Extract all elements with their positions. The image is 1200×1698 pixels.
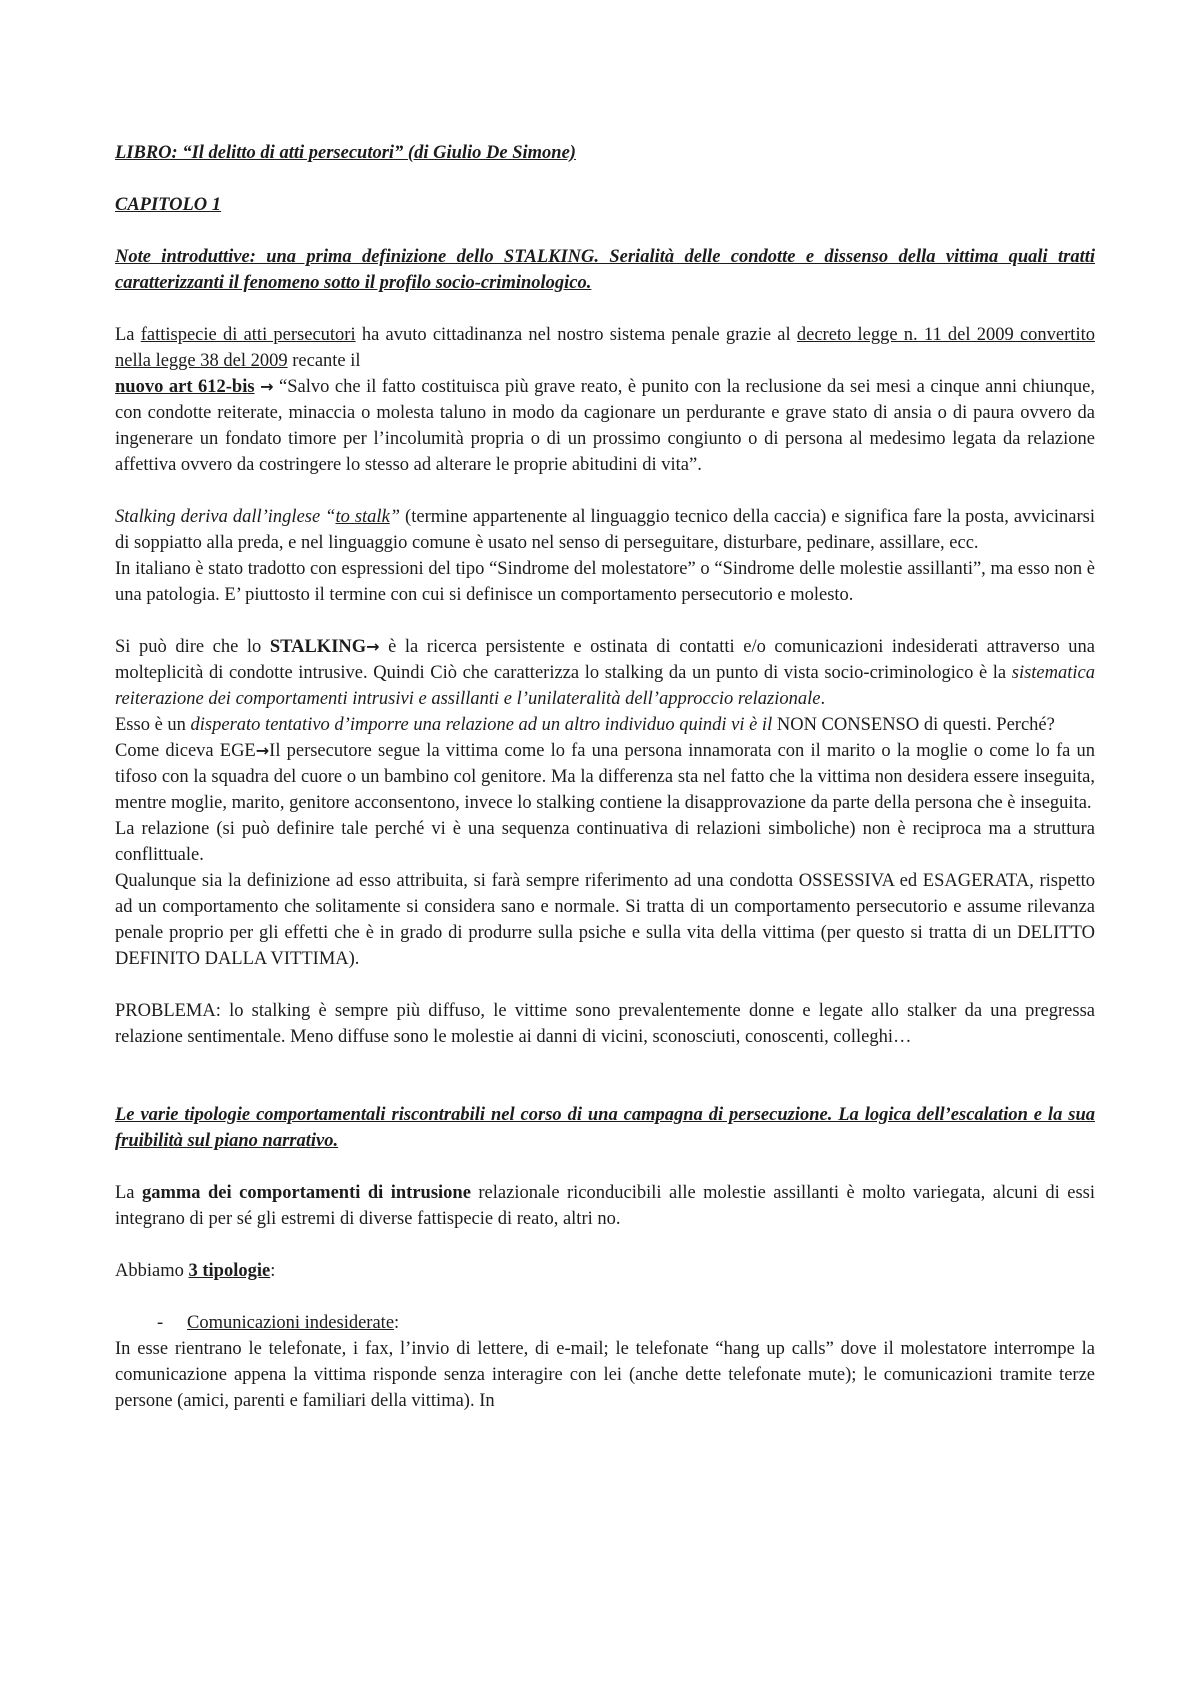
text-run: Il persecutore segue la vittima come lo fa una persona innamorata con il marito o la moglie o come lo fa un tifoso con la squadra del cuore o un bambino col genitore. Ma la differenza sta nel fatto che la vittima non desidera essere inseguita, mentre moglie, marito, genitore acconsentono, invece lo stalking contiene la disapprovazione da parte della persona che è inseguita. bbox=[115, 741, 1095, 813]
paragraph-non-consent bbox=[115, 712, 1095, 738]
text-run: Abbiamo bbox=[115, 1261, 189, 1281]
list-item-unwanted-communications bbox=[115, 1310, 1095, 1336]
right-arrow-icon: → bbox=[255, 741, 270, 760]
text-run: (termine appartenente al linguaggio tecnico della caccia) e significa fare la posta, avvicinarsi di soppiatto alla preda, e nel linguaggio comune è usato nel senso di perseguitare, disturbare, pedinare, assillare, ecc. bbox=[115, 507, 1095, 553]
section-heading-typologies-text: Le varie tipologie comportamentali riscontrabili nel corso di una campagna di persecuzione. La logica dell’escalation e la sua fruibilità sul piano narrativo. bbox=[115, 1105, 1095, 1151]
paragraph-obsessive-conduct: Qualunque sia la definizione ad esso attribuita, si farà sempre riferimento ad una condotta OSSESSIVA ed ESAGERATA, rispetto ad un comportamento che solitamente si considera sano e normale. Si tratta di un comportamento persecutorio e assume rilevanza penale proprio per gli effetti che è in grado di produrre sulla psiche e sulla vita della vittima (per questo si tratta di un DELITTO DEFINITO DALLA VITTIMA). bbox=[115, 871, 1095, 969]
text-run: NON CONSENSO di questi. Perché? bbox=[772, 715, 1055, 735]
paragraph-three-types bbox=[115, 1258, 1095, 1284]
text-run: Esso è un bbox=[115, 715, 191, 735]
paragraph-ege bbox=[115, 738, 1095, 816]
paragraph-intrusion-range bbox=[115, 1180, 1095, 1232]
text-run: è la ricerca persistente e ostinata di contatti e/o comunicazioni indesiderati attraverso una molteplicità di condotte intrusive. Quindi Ciò che caratterizza lo stalking da un punto di vista socio-criminologico è la bbox=[115, 637, 1095, 683]
right-arrow-icon: → bbox=[366, 637, 380, 656]
paragraph-relation: La relazione (si può definire tale perché vi è una sequenza continuativa di relazioni simboliche) non è reciproca ma a struttura conflittuale. bbox=[115, 819, 1095, 865]
bold-underlined-term: 3 tipologie bbox=[188, 1261, 271, 1281]
chapter-title bbox=[115, 192, 1095, 218]
italic-underlined-term: to stalk bbox=[335, 507, 390, 527]
paragraph-legal-basis bbox=[115, 322, 1095, 478]
paragraph-translation: In italiano è stato tradotto con espressioni del tipo “Sindrome del molestatore” o “Sindrome delle molestie assillanti”, ma esso non è una patologia. E’ piuttosto il termine con cui si definisce un comportamento persecutorio e molesto. bbox=[115, 559, 1095, 605]
paragraph-communications-detail: In esse rientrano le telefonate, i fax, l’invio di lettere, di e-mail; le telefonate “hang up calls” dove il molestatore interrompe la comunicazione appena la vittima risponde senza interagire con lei (anche dette telefonate mute); le comunicazioni tramite terze persone (amici, parenti e familiari della vittima). In bbox=[115, 1339, 1095, 1411]
article-reference: nuovo art 612-bis bbox=[115, 377, 255, 397]
document-page bbox=[115, 140, 1095, 1414]
text-run: La bbox=[115, 325, 141, 345]
book-title-text: LIBRO: “Il delitto di atti persecutori” (di Giulio De Simone) bbox=[115, 143, 576, 163]
chapter-title-text: CAPITOLO 1 bbox=[115, 195, 222, 215]
paragraph-problem: PROBLEMA: lo stalking è sempre più diffuso, le vittime sono prevalentemente donne e legate allo stalker da una pregressa relazione sentimentale. Meno diffuse sono le molestie ai danni di vicini, sconosciuti, conoscenti, colleghi… bbox=[115, 1001, 1095, 1047]
text-run: : bbox=[270, 1261, 276, 1281]
text-run: recante il bbox=[287, 351, 361, 371]
text-run: Come diceva EGE bbox=[115, 741, 256, 761]
section-heading-typologies bbox=[115, 1102, 1095, 1154]
list-item-label: Comunicazioni indesiderate bbox=[187, 1313, 395, 1333]
text-run: : bbox=[394, 1313, 400, 1333]
underlined-term: fattispecie di atti persecutori bbox=[140, 325, 356, 345]
bold-term: gamma dei comportamenti di intrusione bbox=[141, 1183, 471, 1203]
book-title bbox=[115, 140, 1095, 166]
article-quote: “Salvo che il fatto costituisca più grave reato, è punito con la reclusione da sei mesi a cinque anni chiunque, con condotte reiterate, minaccia o molesta taluno in modo da cagionare un perdurante e grave stato di ansia o di paura ovvero da ingenerare un fondato timore per l’incolumità propria o di un prossimo congiunto o di persona al medesimo legata da relazione affettiva ovvero da costringere lo stesso ad alterare le proprie abitudini di vita”. bbox=[115, 377, 1095, 475]
italic-run: sistematica reiterazione dei comportamenti intrusivi e assillanti e l’unilateralità dell’approccio relazionale bbox=[115, 663, 1095, 709]
text-run: Si può dire che lo bbox=[115, 637, 270, 657]
text-run: . bbox=[820, 689, 826, 709]
section-heading-intro bbox=[115, 244, 1095, 296]
list-dash: - bbox=[157, 1313, 164, 1333]
italic-run: disperato tentativo d’imporre una relazione ad un altro individuo quindi vi è il bbox=[190, 715, 773, 735]
text-run: La bbox=[115, 1183, 142, 1203]
right-arrow-icon: → bbox=[260, 377, 274, 396]
italic-run: Stalking deriva dall’inglese “ bbox=[115, 507, 336, 527]
text-run: relazionale riconducibili alle molestie assillanti è molto variegata, alcuni di essi integrano di per sé gli estremi di diverse fattispecie di reato, altri no. bbox=[115, 1183, 1096, 1229]
section-heading-intro-text: Note introduttive: una prima definizione dello STALKING. Serialità delle condotte e dissenso della vittima quali tratti caratterizzanti il fenomeno sotto il profilo socio-criminologico. bbox=[115, 247, 1095, 293]
underlined-law-reference: decreto legge n. 11 del 2009 convertito nella legge 38 del 2009 bbox=[115, 325, 1095, 371]
italic-run: ” bbox=[389, 507, 401, 527]
bold-term: STALKING bbox=[269, 637, 367, 657]
paragraph-etymology bbox=[115, 504, 1095, 556]
text-run: ha avuto cittadinanza nel nostro sistema penale grazie al bbox=[355, 325, 797, 345]
paragraph-definition bbox=[115, 634, 1095, 712]
